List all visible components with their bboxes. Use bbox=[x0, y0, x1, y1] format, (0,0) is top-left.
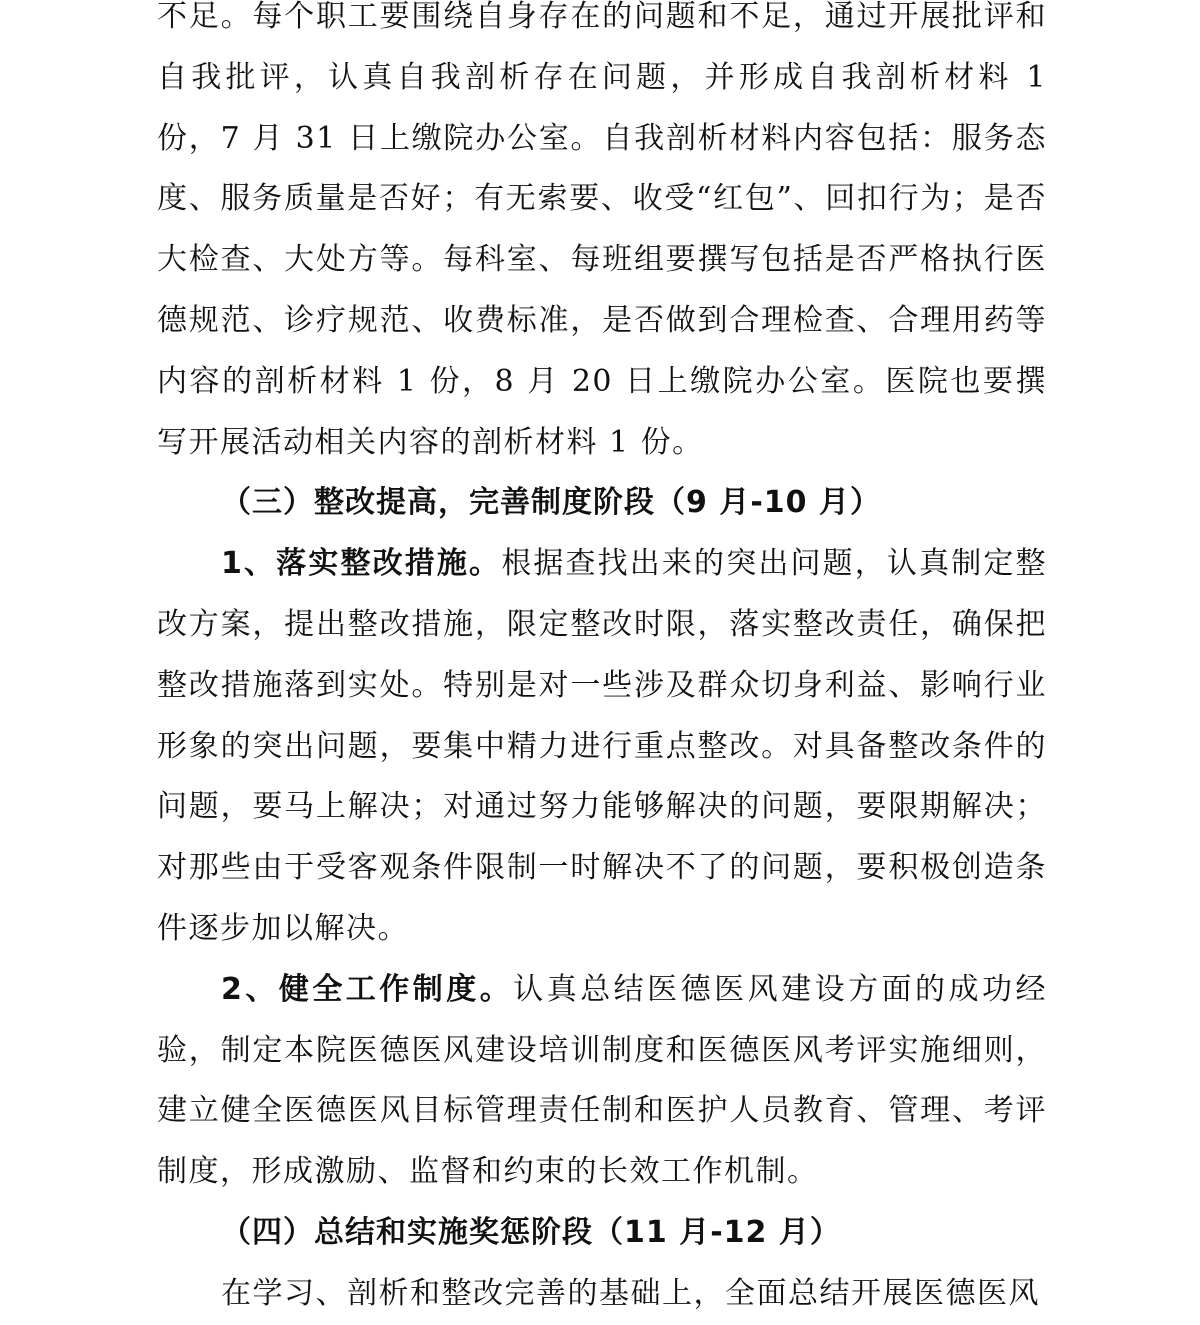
paragraph-rectification bbox=[157, 534, 1047, 960]
document-body bbox=[157, 0, 1047, 1325]
item-1-body: 根据查找出来的突出问题，认真制定整改方案，提出整改措施，限定整改时限，落实整改责任，确保把整改措施落到实处。特别是对一些涉及群众切身利益、影响行业形象的突出问题，要集中精力进行重点整改。对具备整改条件的问题，要马上解决；对通过努力能够解决的问题，要限期解决；对那些由于受客观条件限制一时解决不了的问题，要积极创造条件逐步加以解决。 bbox=[157, 546, 1048, 946]
paragraph-work-system bbox=[157, 960, 1047, 1203]
section-heading-3: （三）整改提高，完善制度阶段（9 月-10 月） bbox=[221, 485, 881, 521]
item-2-body: 认真总结医德医风建设方面的成功经验，制定本院医德医风建设培训制度和医德医风考评实施细则，建立健全医德医风目标管理责任制和医护人员教育、管理、考评制度，形成激励、监督和约束的长效工作机制。 bbox=[157, 971, 1047, 1190]
paragraph-self-analysis: 不足。每个职工要围绕自身存在的问题和不足，通过开展批评和自我批评，认真自我剖析存在问题，并形成自我剖析材料 1 份，7 月 31 日上缴院办公室。自我剖析材料内容包括：服务态度、服务质量是否好；有无索要、收受“红包”、回扣行为；是否大检查、大处方等。每科室、每班组要撰写包括是否严格执行医德规范、诊疗规范、收费标准，是否做到合理检查、合理用药等内容的剖析材料 1 份，8 月 20 日上缴院办公室。医院也要撰写开展活动相关内容的剖析材料 1 份。 bbox=[157, 0, 1047, 460]
item-2-title: 2、健全工作制度。 bbox=[221, 971, 514, 1007]
item-1-title: 1、落实整改措施。 bbox=[221, 546, 502, 582]
section-heading-4: （四）总结和实施奖惩阶段（11 月-12 月） bbox=[221, 1214, 841, 1250]
paragraph-summary: 在学习、剖析和整改完善的基础上，全面总结开展医德医风 bbox=[221, 1275, 1040, 1311]
